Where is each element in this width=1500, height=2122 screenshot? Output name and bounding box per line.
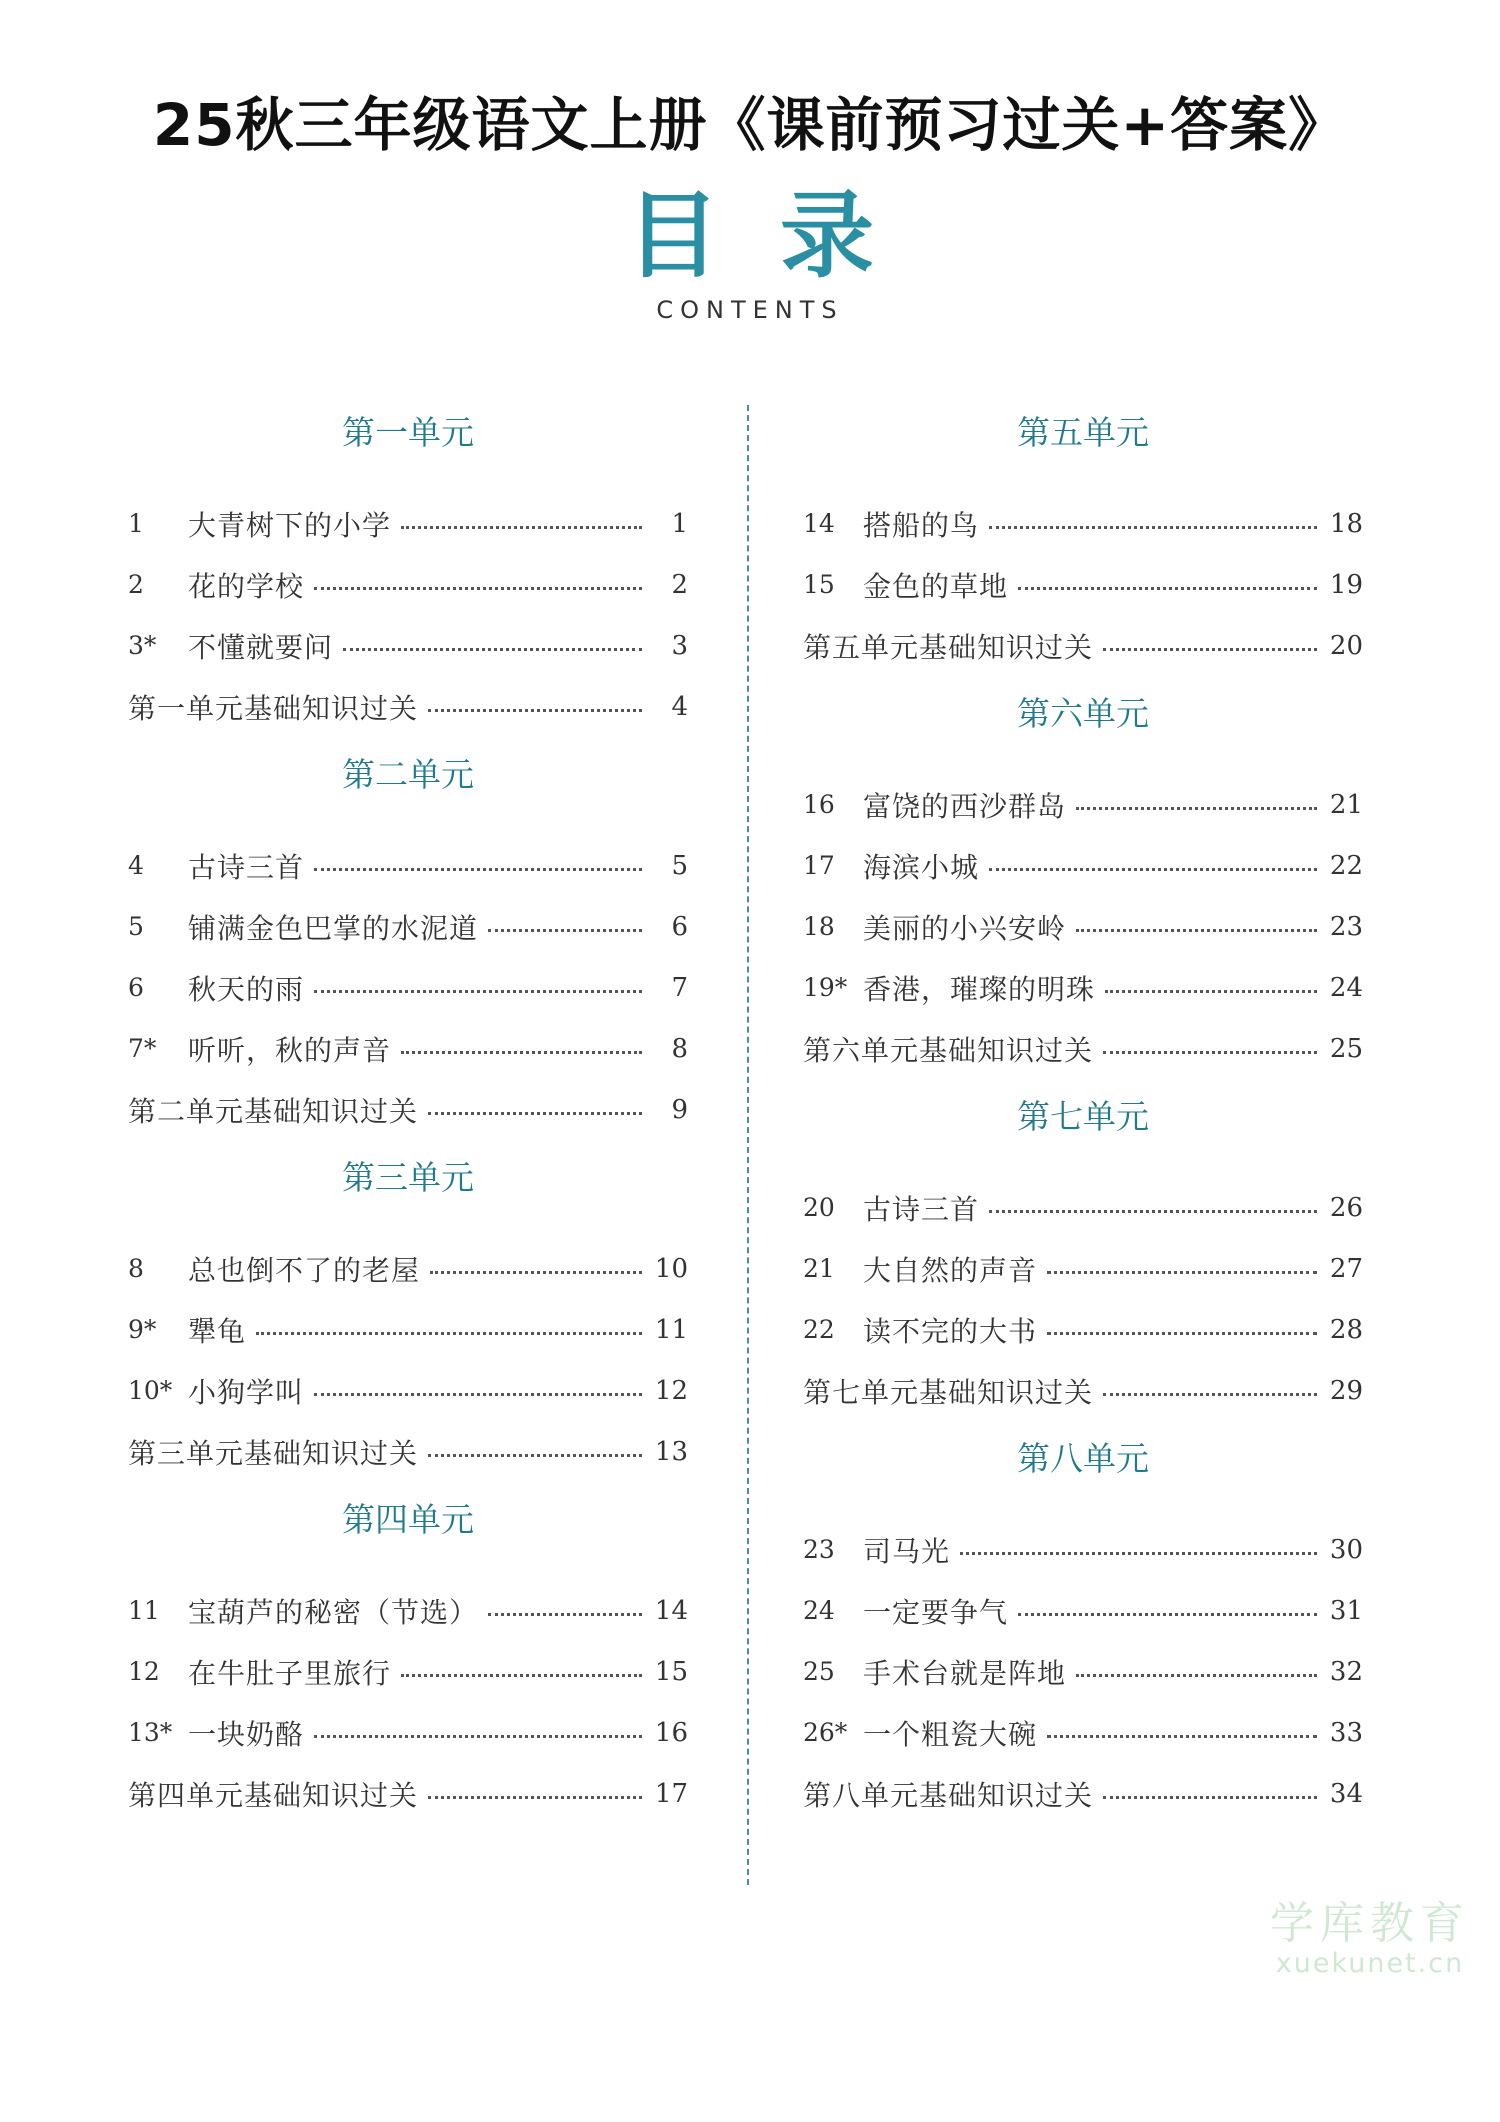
dot-leader (1103, 1796, 1317, 1799)
toc-entry[interactable] (803, 835, 1363, 896)
lesson-number: 7* (128, 1034, 157, 1063)
toc-entry[interactable] (803, 896, 1363, 957)
lesson-number: 4 (128, 851, 144, 880)
toc-entry[interactable] (128, 1018, 688, 1079)
lesson-number: 10* (128, 1376, 173, 1405)
column-divider (747, 405, 749, 1885)
watermark-name: 学库教育 (1270, 1898, 1470, 1949)
dot-leader (314, 1735, 642, 1738)
dot-leader (428, 1454, 642, 1457)
page-number: 6 (671, 911, 688, 942)
page-number: 23 (1329, 911, 1363, 942)
contents-subheading: CONTENTS (656, 296, 844, 324)
watermark-url: xuekunet.cn (1275, 1948, 1465, 1980)
toc-entry[interactable] (803, 554, 1363, 615)
page-number: 17 (654, 1778, 688, 1809)
toc-entry[interactable] (128, 1641, 688, 1702)
entry-title: 第三单元基础知识过关 (128, 1436, 419, 1470)
lesson-number: 25 (803, 1657, 835, 1686)
page-number: 2 (671, 569, 688, 600)
dot-leader (488, 1613, 642, 1616)
entry-title: 古诗三首 (188, 850, 305, 884)
toc-entry[interactable] (128, 1421, 688, 1482)
page-number: 28 (1329, 1314, 1363, 1345)
toc-entry[interactable] (803, 1360, 1363, 1421)
entry-title: 金色的草地 (863, 569, 1009, 603)
page-number: 15 (654, 1656, 688, 1687)
entry-title: 富饶的西沙群岛 (863, 789, 1067, 823)
dot-leader (1018, 587, 1317, 590)
unit-title: 第二单元 (342, 755, 474, 794)
toc-entry[interactable] (128, 1580, 688, 1641)
entry-title: 一定要争气 (863, 1595, 1009, 1629)
lesson-number: 2 (128, 570, 144, 599)
page-number: 8 (671, 1033, 688, 1064)
entry-title: 美丽的小兴安岭 (863, 911, 1067, 945)
watermark (1270, 1900, 1470, 1979)
unit-title: 第一单元 (342, 413, 474, 452)
dot-leader (401, 1674, 642, 1677)
entry-title: 宝葫芦的秘密（节选） (188, 1595, 479, 1629)
lesson-number: 6 (128, 973, 144, 1002)
entry-title: 第一单元基础知识过关 (128, 691, 419, 725)
page-number: 27 (1329, 1253, 1363, 1284)
dot-leader (1103, 1051, 1317, 1054)
dot-leader (1047, 1332, 1317, 1335)
lesson-number: 11 (128, 1596, 160, 1625)
left-column (128, 395, 688, 1824)
toc-entry[interactable] (128, 1360, 688, 1421)
page-number: 25 (1329, 1033, 1363, 1064)
lesson-number: 22 (803, 1315, 835, 1344)
toc-entry[interactable] (803, 957, 1363, 1018)
toc-entry[interactable] (128, 1702, 688, 1763)
toc-entry[interactable] (128, 896, 688, 957)
lesson-number: 9* (128, 1315, 157, 1344)
entry-title: 读不完的大书 (863, 1314, 1038, 1348)
page-number: 5 (671, 850, 688, 881)
page-number: 3 (671, 630, 688, 661)
toc-entry[interactable] (803, 615, 1363, 676)
page-number: 13 (654, 1436, 688, 1467)
lesson-number: 18 (803, 912, 835, 941)
page-number: 4 (671, 691, 688, 722)
page-number: 30 (1329, 1534, 1363, 1565)
toc-entry[interactable] (128, 615, 688, 676)
page-number: 32 (1329, 1656, 1363, 1687)
dot-leader (1103, 648, 1317, 651)
toc-entry[interactable] (803, 1519, 1363, 1580)
lesson-number: 26* (803, 1718, 848, 1747)
page-number: 7 (671, 972, 688, 1003)
lesson-number: 23 (803, 1535, 835, 1564)
dot-leader (1076, 807, 1317, 810)
dot-leader (256, 1332, 642, 1335)
entry-title: 听听，秋的声音 (188, 1033, 392, 1067)
unit-title: 第六单元 (1017, 694, 1149, 733)
dot-leader (314, 1393, 642, 1396)
page-number: 21 (1329, 789, 1363, 820)
toc-entry[interactable] (803, 1238, 1363, 1299)
dot-leader (430, 1271, 642, 1274)
entry-title: 在牛肚子里旅行 (188, 1656, 392, 1690)
dot-leader (1103, 1393, 1317, 1396)
entry-title: 犟龟 (188, 1314, 247, 1348)
toc-entry[interactable] (128, 1079, 688, 1140)
toc-entry[interactable] (128, 1299, 688, 1360)
dot-leader (428, 709, 642, 712)
document-title: 25秋三年级语文上册《课前预习过关+答案》 (152, 91, 1348, 159)
page-number: 14 (654, 1595, 688, 1626)
dot-leader (1076, 929, 1317, 932)
dot-leader (1047, 1271, 1317, 1274)
entry-title: 司马光 (863, 1534, 951, 1568)
lesson-number: 21 (803, 1254, 835, 1283)
toc-entry[interactable] (803, 774, 1363, 835)
entry-title: 手术台就是阵地 (863, 1656, 1067, 1690)
dot-leader (989, 868, 1317, 871)
page-number: 12 (654, 1375, 688, 1406)
lesson-number: 20 (803, 1193, 835, 1222)
entry-title: 搭船的鸟 (863, 508, 980, 542)
dot-leader (401, 526, 642, 529)
dot-leader (1047, 1735, 1317, 1738)
toc-entry[interactable] (803, 1177, 1363, 1238)
page-number: 9 (671, 1094, 688, 1125)
entry-title: 古诗三首 (863, 1192, 980, 1226)
toc-entry[interactable] (803, 1018, 1363, 1079)
lesson-number: 17 (803, 851, 835, 880)
toc-entry[interactable] (128, 957, 688, 1018)
dot-leader (1076, 1674, 1317, 1677)
dot-leader (989, 1210, 1317, 1213)
toc-entry[interactable] (803, 1299, 1363, 1360)
lesson-number: 5 (128, 912, 144, 941)
toc-entry[interactable] (128, 835, 688, 896)
toc-entry[interactable] (128, 676, 688, 737)
entry-title: 香港，璀璨的明珠 (863, 972, 1096, 1006)
toc-entry[interactable] (803, 1580, 1363, 1641)
toc-entry[interactable] (803, 1763, 1363, 1824)
page-number: 10 (654, 1253, 688, 1284)
lesson-number: 8 (128, 1254, 144, 1283)
dot-leader (314, 868, 642, 871)
dot-leader (314, 587, 642, 590)
dot-leader (428, 1796, 642, 1799)
lesson-number: 19* (803, 973, 848, 1002)
toc-entry[interactable] (128, 1763, 688, 1824)
entry-title: 大自然的声音 (863, 1253, 1038, 1287)
entry-title: 不懂就要问 (188, 630, 334, 664)
entry-title: 第八单元基础知识过关 (803, 1778, 1094, 1812)
page-number: 34 (1329, 1778, 1363, 1809)
dot-leader (343, 648, 642, 651)
contents-heading: 目录 (625, 182, 934, 291)
page-number: 24 (1329, 972, 1363, 1003)
lesson-number: 24 (803, 1596, 835, 1625)
dot-leader (401, 1051, 642, 1054)
entry-title: 花的学校 (188, 569, 305, 603)
entry-title: 铺满金色巴掌的水泥道 (188, 911, 479, 945)
entry-title: 总也倒不了的老屋 (188, 1253, 421, 1287)
toc-entry[interactable] (803, 1702, 1363, 1763)
lesson-number: 12 (128, 1657, 160, 1686)
lesson-number: 3* (128, 631, 157, 660)
toc-entry[interactable] (128, 554, 688, 615)
page-number: 22 (1329, 850, 1363, 881)
page-number: 20 (1329, 630, 1363, 661)
lesson-number: 16 (803, 790, 835, 819)
right-column (803, 395, 1363, 1824)
dot-leader (488, 929, 642, 932)
unit-title: 第三单元 (342, 1158, 474, 1197)
toc-entry[interactable] (803, 493, 1363, 554)
toc-entry[interactable] (128, 493, 688, 554)
lesson-number: 15 (803, 570, 835, 599)
page-number: 11 (654, 1314, 688, 1345)
toc-entry[interactable] (803, 1641, 1363, 1702)
entry-title: 第二单元基础知识过关 (128, 1094, 419, 1128)
page-number: 31 (1329, 1595, 1363, 1626)
page-number: 19 (1329, 569, 1363, 600)
dot-leader (1105, 990, 1317, 993)
page-number: 26 (1329, 1192, 1363, 1223)
toc-entry[interactable] (128, 1238, 688, 1299)
page-number: 29 (1329, 1375, 1363, 1406)
lesson-number: 13* (128, 1718, 173, 1747)
page-number: 18 (1329, 508, 1363, 539)
dot-leader (960, 1552, 1317, 1555)
page-number: 1 (671, 508, 688, 539)
lesson-number: 1 (128, 509, 144, 538)
unit-title: 第五单元 (1017, 413, 1149, 452)
entry-title: 第五单元基础知识过关 (803, 630, 1094, 664)
dot-leader (314, 990, 642, 993)
entry-title: 一个粗瓷大碗 (863, 1717, 1038, 1751)
dot-leader (1018, 1613, 1317, 1616)
unit-title: 第四单元 (342, 1500, 474, 1539)
entry-title: 秋天的雨 (188, 972, 305, 1006)
entry-title: 大青树下的小学 (188, 508, 392, 542)
dot-leader (989, 526, 1317, 529)
entry-title: 第六单元基础知识过关 (803, 1033, 1094, 1067)
unit-title: 第八单元 (1017, 1439, 1149, 1478)
page-number: 16 (654, 1717, 688, 1748)
entry-title: 小狗学叫 (188, 1375, 305, 1409)
lesson-number: 14 (803, 509, 835, 538)
unit-title: 第七单元 (1017, 1097, 1149, 1136)
entry-title: 第四单元基础知识过关 (128, 1778, 419, 1812)
dot-leader (428, 1112, 642, 1115)
entry-title: 第七单元基础知识过关 (803, 1375, 1094, 1409)
page-number: 33 (1329, 1717, 1363, 1748)
entry-title: 海滨小城 (863, 850, 980, 884)
entry-title: 一块奶酪 (188, 1717, 305, 1751)
